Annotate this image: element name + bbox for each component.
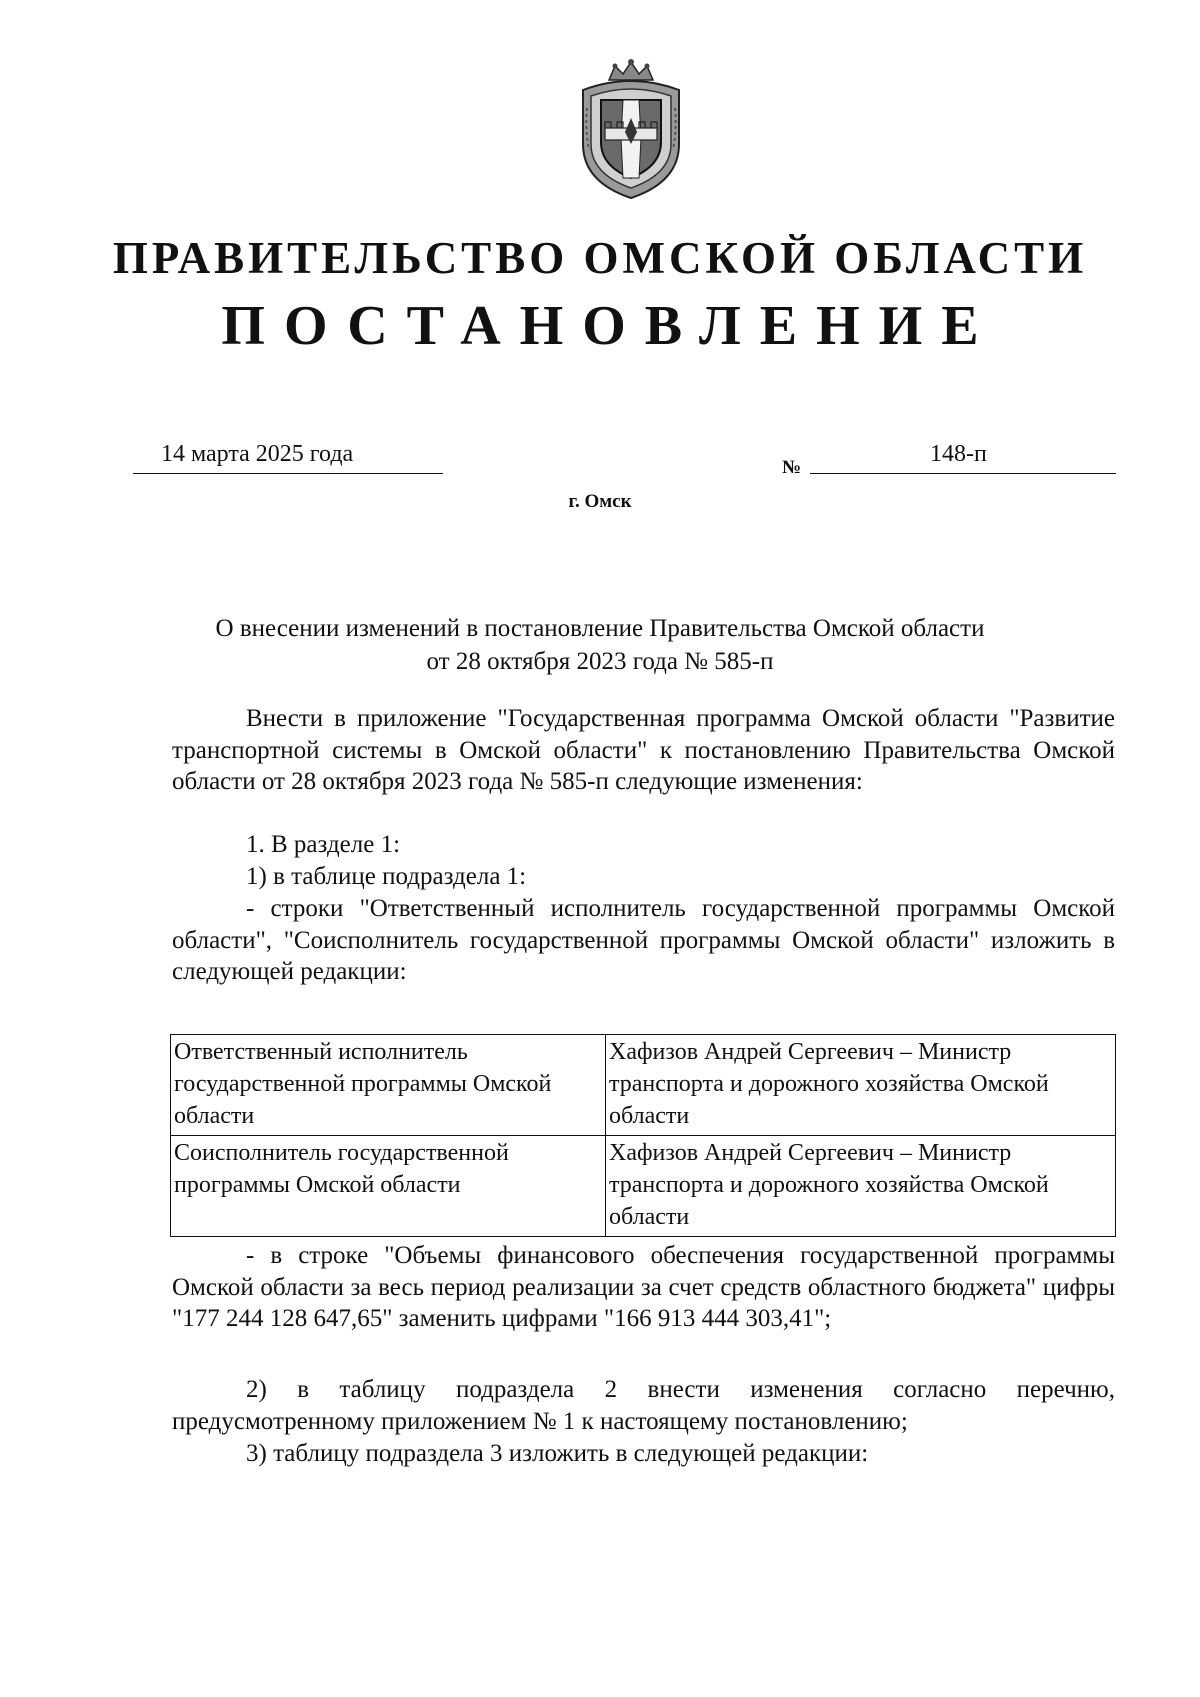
intro-paragraph: Внести в приложение "Государственная программа Омской области "Развитие транспортной системы в Омской области" к постановлению Правительства Омской области от 28 октября 2023 года № 585-п следующие изменения: bbox=[172, 705, 1115, 795]
item-1-1: 1) в таблице подраздела 1: bbox=[246, 863, 527, 890]
table-cell-value: Хафизов Андрей Сергеевич – Министр транспорта и дорожного хозяйства Омской области bbox=[606, 1136, 1116, 1237]
subject-line-1: О внесении изменений в постановление Правительства Омской области bbox=[215, 615, 985, 642]
table-cell-value: Хафизов Андрей Сергеевич – Министр транспорта и дорожного хозяйства Омской области bbox=[606, 1035, 1116, 1136]
item-1-2: 2) в таблицу подраздела 2 внести изменения согласно перечню, предусмотренному приложением № 1 к настоящему постановлению; bbox=[172, 1376, 1115, 1435]
document-type-title: ПОСТАНОВЛЕНИЕ bbox=[221, 295, 998, 357]
table-row bbox=[171, 1035, 1116, 1136]
number-label: № bbox=[782, 457, 802, 478]
replacement-table bbox=[170, 1034, 1116, 1237]
funding-instruction: - в строке "Объемы финансового обеспечения государственной программы Омской области за весь период реализации за счет средств областного бюджета" цифры "177 244 128 647,65" заменить цифрами "166 913 444 303,41"; bbox=[172, 1242, 1115, 1332]
coat-of-arms-emblem bbox=[575, 58, 687, 200]
date-field bbox=[133, 440, 443, 474]
number-field bbox=[810, 440, 1116, 474]
subject-line-2: от 28 октября 2023 года № 585-п bbox=[426, 648, 774, 675]
table-cell-label: Ответственный исполнитель государственной программы Омской области bbox=[171, 1035, 606, 1136]
city: г. Омск bbox=[568, 491, 632, 512]
item-1-3: 3) таблицу подраздела 3 изложить в следующей редакции: bbox=[246, 1440, 869, 1467]
government-title: ПРАВИТЕЛЬСТВО ОМСКОЙ ОБЛАСТИ bbox=[112, 233, 1088, 283]
document-date: 14 марта 2025 года bbox=[161, 441, 354, 467]
document-subject bbox=[150, 612, 1050, 678]
rows-instruction: - строки "Ответственный исполнитель государственной программы Омской области", "Соисполнитель государственной программы Омской области" изложить в следующей редакции: bbox=[172, 895, 1115, 985]
table-cell-label: Соисполнитель государственной программы Омской области bbox=[171, 1136, 606, 1237]
item-1: 1. В разделе 1: bbox=[246, 831, 401, 858]
document-number: 148-п bbox=[930, 441, 987, 467]
table-row bbox=[171, 1136, 1116, 1237]
